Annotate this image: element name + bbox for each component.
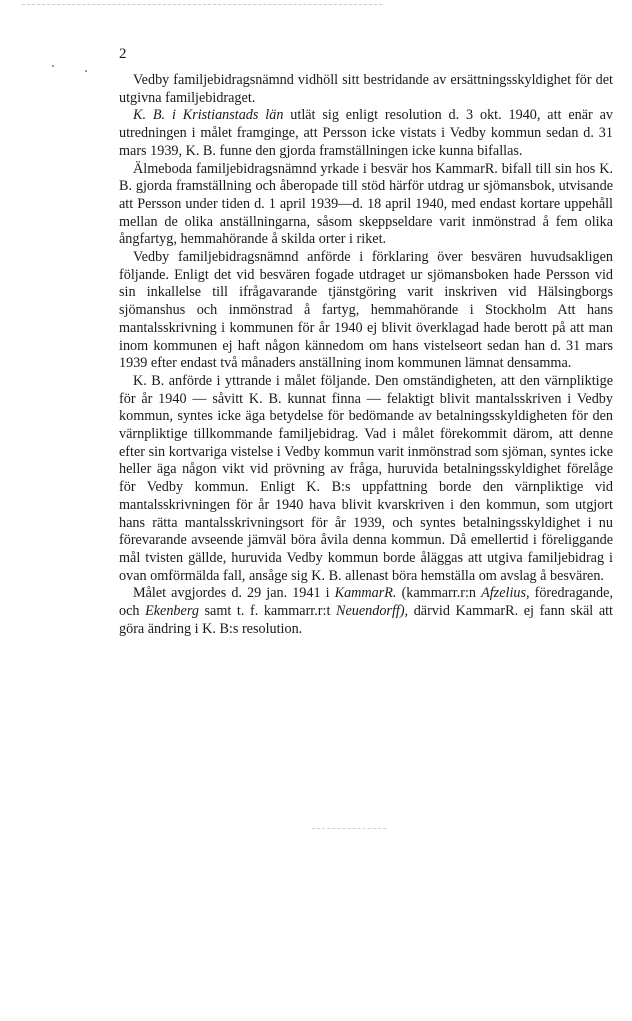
text-run: samt t. f. kammarr.r:t [198,603,336,620]
body-paragraph [119,249,613,373]
italic-text-run: Neuendorff), [336,603,409,620]
scan-speck [85,70,87,72]
text-run: Vedby familjebidragsnämnd anförde i förklaring över besvären huvudsakligen följande. Enligt det vid besvären fogade utdraget ur sjömansboken hade Persson vid sin inkallelse till ifrågavarande tjänstgöring varit inskriven vid Hälsingborgs sjömanshus och inmönstrad å fartyg, hemmahörande i Stockholm Att hans mantalsskrivning i kommunen för år 1940 ej blivit överklagad hade berott på att man inom kommunen ej haft någon kännedom om hans vistelseort sedan han d. 31 mars 1939 efter endast två månaders anställning inom kommunen lämnat densamma. [119,249,613,372]
text-run: Målet avgjordes d. 29 jan. 1941 i [133,585,335,602]
italic-text-run: Afzelius, [481,585,530,602]
text-run: Vedby familjebidragsnämnd vidhöll sitt bestridande av ersättningsskyldighet för det utgivna familjebidraget. [119,72,613,106]
italic-text-run: KammarR. [334,585,397,602]
closing-rule [312,828,386,829]
italic-text-run: Ekenberg [145,603,199,620]
text-run: (kammarr.r:n [396,585,482,602]
page-number: 2 [119,46,127,62]
scan-speck [52,65,54,67]
text-run: utlät sig enligt resolution d. 3 okt. 1940, att enär av utredningen i målet framginge, att Persson icke vistats i Vedby kommun sedan d. 31 mars 1939, K. B. funne den gjorda framställningen icke kunna bifallas. [119,107,613,159]
body-paragraph [119,585,613,638]
body-paragraph [119,72,613,107]
body-text [119,72,613,639]
text-run: föredragande, och [119,585,613,620]
text-run: därvid KammarR. ej fann skäl att göra ändring i K. B:s resolution. [119,603,613,637]
body-paragraph [119,373,613,585]
text-run: K. B. anförde i yttrande i målet följande. Den omständigheten, att den värnpliktige för år 1940 — såvitt K. B. kunnat finna — felaktigt blivit mantalsskriven i Vedby kommun, syntes icke äga betydelse för bedömande av betalningsskyldigheten för den värnpliktige tillkommande familjebidrag. Vad i målet förekommit därom, att denne efter sin kortvariga vistelse i Vedby kommun varit inmönstrad som sjöman, syntes icke heller äga någon vikt vid prövning av fråga, huruvida betalningsskyldighet förelåge för Vedby kommun. Enligt K. B:s uppfattning borde den värnpliktige vid mantalsskrivningen för år 1940 hava blivit kvarskriven i den kommun, som utgjort hans rätta mantalsskrivningsort för år 1939, och syntes betalningsskyldighet i nu förevarande avseende jämväl böra åvila denna kommun. Då emellertid i föreliggande mål tvisten gällde, huruvida Vedby kommun borde åläggas att utgiva familjebidrag i ovan omförmälda fall, ansåge sig K. B. allenast böra hemställa om avslag å besvären. [119,372,613,584]
italic-text-run: K. B. i Kristianstads län [133,107,284,124]
body-paragraph [119,107,613,160]
text-run: Älmeboda familjebidragsnämnd yrkade i besvär hos KammarR. bifall till sin hos K. B. gjorda framställning och åberopade till stöd härför utdrag ur sjömansbok, utvisande att Persson under tiden d. 1 april 1939—d. 18 april 1940, med endast kortare uppehåll mellan de olika anställningarna, såsom skeppseldare varit inmönstrad å fem olika ångfartyg, hemmahörande å skilda orter i riket. [119,160,613,248]
body-paragraph [119,161,613,250]
top-edge-marks [22,4,382,9]
